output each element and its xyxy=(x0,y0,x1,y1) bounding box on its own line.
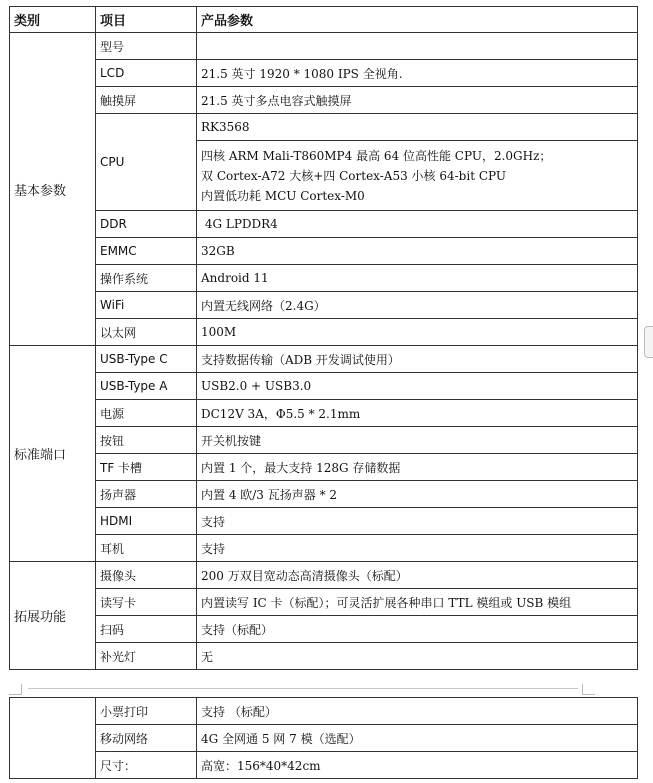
table-row xyxy=(10,33,638,60)
page-break-line xyxy=(28,688,578,689)
table-row xyxy=(10,589,638,616)
value-os: Android 11 xyxy=(197,265,638,292)
table-row xyxy=(10,60,638,87)
item-button: 按钮 xyxy=(96,427,197,454)
page-corner-mark-right xyxy=(582,684,595,695)
value-usb-a: USB2.0 + USB3.0 xyxy=(197,373,638,400)
item-usb-c: USB-Type C xyxy=(96,346,197,373)
table-row xyxy=(10,211,638,238)
cpu-line-2: 双 Cortex-A72 大核+四 Cortex-A53 小核 64-bit CPU xyxy=(201,168,506,183)
value-wifi: 内置无线网络（2.4G） xyxy=(197,292,638,319)
value-headphone: 支持 xyxy=(197,535,638,562)
table-row xyxy=(10,698,638,725)
category-continued xyxy=(10,698,96,779)
item-wifi: WiFi xyxy=(96,292,197,319)
table-row xyxy=(10,265,638,292)
item-camera: 摄像头 xyxy=(96,562,197,589)
table-row xyxy=(10,292,638,319)
table-row xyxy=(10,114,638,141)
table-row xyxy=(10,87,638,114)
value-ethernet: 100M xyxy=(197,319,638,346)
item-power: 电源 xyxy=(96,400,197,427)
item-usb-a: USB-Type A xyxy=(96,373,197,400)
value-dimensions: 高宽：156*40*42cm xyxy=(197,752,638,779)
table-row xyxy=(10,454,638,481)
cpu-line-1: 四核 ARM Mali-T860MP4 最高 64 位高性能 CPU，2.0GHz； xyxy=(201,148,552,163)
table-row xyxy=(10,535,638,562)
value-hdmi: 支持 xyxy=(197,508,638,535)
value-model xyxy=(197,33,638,60)
value-lcd: 21.5 英寸 1920 * 1080 IPS 全视角. xyxy=(197,60,638,87)
table-row xyxy=(10,725,638,752)
value-tf-slot: 内置 1 个，最大支持 128G 存储数据 xyxy=(197,454,638,481)
item-hdmi: HDMI xyxy=(96,508,197,535)
header-params: 产品参数 xyxy=(197,7,638,33)
table-row xyxy=(10,643,638,670)
item-fill-light: 补光灯 xyxy=(96,643,197,670)
table-row xyxy=(10,400,638,427)
item-ethernet: 以太网 xyxy=(96,319,197,346)
spec-table xyxy=(9,6,638,670)
value-speaker: 内置 4 欧/3 瓦扬声器 * 2 xyxy=(197,481,638,508)
table-row xyxy=(10,238,638,265)
table-row xyxy=(10,562,638,589)
value-ddr: 4G LPDDR4 xyxy=(197,211,638,238)
item-receipt-printer: 小票打印 xyxy=(96,698,197,725)
item-ddr: DDR xyxy=(96,211,197,238)
category-extensions: 拓展功能 xyxy=(10,562,96,670)
value-power: DC12V 3A，Φ5.5 * 2.1mm xyxy=(197,400,638,427)
table-row xyxy=(10,346,638,373)
item-mobile-network: 移动网络 xyxy=(96,725,197,752)
table-row xyxy=(10,319,638,346)
header-category: 类别 xyxy=(10,7,96,33)
item-tf-slot: TF 卡槽 xyxy=(96,454,197,481)
item-cpu: CPU xyxy=(96,114,197,211)
side-scroll-handle[interactable] xyxy=(644,326,653,358)
item-speaker: 扬声器 xyxy=(96,481,197,508)
table-row xyxy=(10,616,638,643)
value-scanner: 支持（标配） xyxy=(197,616,638,643)
header-item: 项目 xyxy=(96,7,197,33)
table-row xyxy=(10,427,638,454)
value-cpu-model: RK3568 xyxy=(197,114,638,141)
value-usb-c: 支持数据传输（ADB 开发调试使用） xyxy=(197,346,638,373)
table-row xyxy=(10,481,638,508)
item-dimensions: 尺寸： xyxy=(96,752,197,779)
value-camera: 200 万双目宽动态高清摄像头（标配） xyxy=(197,562,638,589)
header-row xyxy=(10,7,638,33)
value-emmc: 32GB xyxy=(197,238,638,265)
value-button: 开关机按键 xyxy=(197,427,638,454)
page-corner-mark-left xyxy=(9,684,22,695)
value-receipt-printer: 支持 （标配） xyxy=(197,698,638,725)
table-row xyxy=(10,373,638,400)
item-model: 型号 xyxy=(96,33,197,60)
item-emmc: EMMC xyxy=(96,238,197,265)
item-os: 操作系统 xyxy=(96,265,197,292)
item-card-reader: 读写卡 xyxy=(96,589,197,616)
spec-table-continued xyxy=(9,697,638,779)
item-lcd: LCD xyxy=(96,60,197,87)
item-headphone: 耳机 xyxy=(96,535,197,562)
value-touchscreen: 21.5 英寸多点电容式触摸屏 xyxy=(197,87,638,114)
value-fill-light: 无 xyxy=(197,643,638,670)
category-basic: 基本参数 xyxy=(10,33,96,346)
page-break xyxy=(0,684,653,694)
cpu-line-3: 内置低功耗 MCU Cortex-M0 xyxy=(201,188,365,203)
table-row xyxy=(10,508,638,535)
table-row xyxy=(10,752,638,779)
value-cpu-details xyxy=(197,141,638,211)
item-scanner: 扫码 xyxy=(96,616,197,643)
category-ports: 标准端口 xyxy=(10,346,96,562)
item-touchscreen: 触摸屏 xyxy=(96,87,197,114)
value-card-reader: 内置读写 IC 卡（标配）；可灵活扩展各种串口 TTL 模组或 USB 模组 xyxy=(197,589,638,616)
value-mobile-network: 4G 全网通 5 网 7 模（选配） xyxy=(197,725,638,752)
